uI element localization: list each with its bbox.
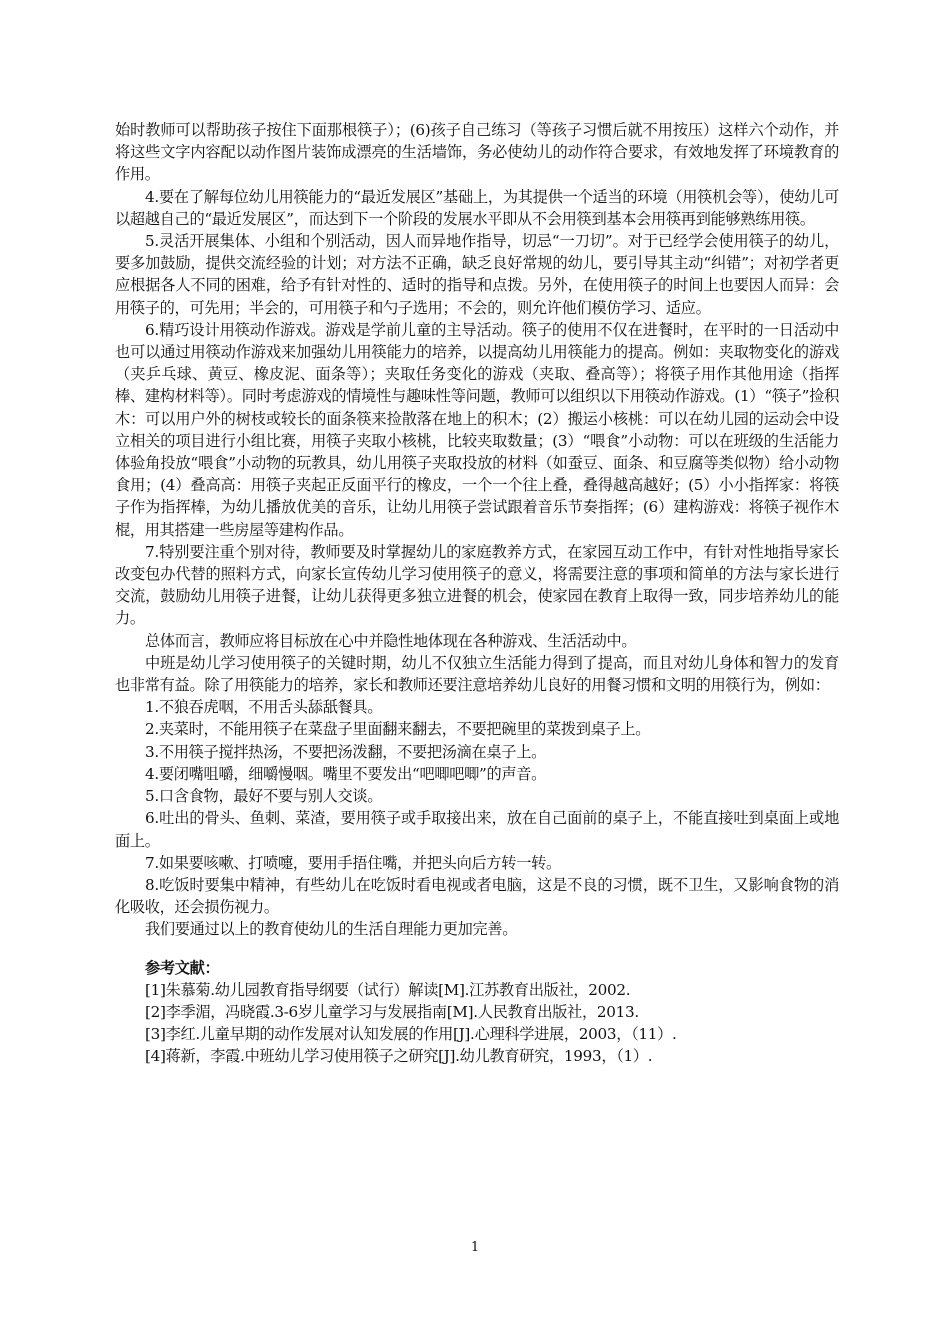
reference-item: [3]李红.儿童早期的动作发展对认知发展的作用[J].心理科学进展，2003，（11）. bbox=[145, 1025, 677, 1044]
reference-item: [2]李季湄，冯晓霞.3-6岁儿童学习与发展指南[M].人民教育出版社，2013. bbox=[145, 1002, 639, 1021]
reference-item: [4]蒋新，李霞.中班幼儿学习使用筷子之研究[J].幼儿教育研究，1993，（1）. bbox=[145, 1047, 653, 1066]
document-body bbox=[115, 119, 839, 1068]
paragraph: 我们要通过以上的教育使幼儿的生活自理能力更加完善。 bbox=[145, 920, 518, 939]
reference-item: [1]朱慕菊.幼儿园教育指导纲要（试行）解读[M].江苏教育出版社，2002. bbox=[145, 980, 631, 999]
list-item: 6.吐出的骨头、鱼刺、菜渣，要用筷子或手取接出来，放在自己面前的桌子上，不能直接吐到桌面上或地面上。 bbox=[115, 809, 839, 850]
list-item: 3.不用筷子搅拌热汤，不要把汤泼翻，不要把汤滴在桌子上。 bbox=[145, 742, 546, 761]
paragraph: 始时教师可以帮助孩子按住下面那根筷子）；(6)孩子自己练习（等孩子习惯后就不用按压）这样六个动作，并将这些文字内容配以动作图片装饰成漂亮的生活墙饰，务必使幼儿的动作符合要求，有效地发挥了环境教育的作用。 bbox=[115, 121, 839, 184]
list-item: 5.口含食物，最好不要与别人交谈。 bbox=[145, 787, 383, 806]
paragraph: 6.精巧设计用筷动作游戏。游戏是学前儿童的主导活动。筷子的使用不仅在进餐时，在平时的一日活动中也可以通过用筷动作游戏来加强幼儿用筷能力的培养，以提高幼儿用筷能力的提高。例如：夹取物变化的游戏（夹乒乓球、黄豆、橡皮泥、面条等）；夹取任务变化的游戏（夹取、叠高等）；将筷子用作其他用途（指挥棒、建构材料等）。同时考虑游戏的情境性与趣味性等问题，教师可以组织以下用筷动作游戏。(1）“筷子”捡积木：可以用户外的树枝或较长的面条筷来捡散落在地上的积木；(2）搬运小核桃：可以在幼儿园的运动会中设立相关的项目进行小组比赛，用筷子夹取小核桃，比较夹取数量；(3）“喂食”小动物：可以在班级的生活能力体验角投放“喂食”小动物的玩教具，幼儿用筷子夹取投放的材料（如蚕豆、面条、和豆腐等类似物）给小动物食用；(4）叠高高：用筷子夹起正反面平行的橡皮，一个一个往上叠，叠得越高越好；(5）小小指挥家：将筷子作为指挥棒，为幼儿播放优美的音乐，让幼儿用筷子尝试跟着音乐节奏指挥；(6）建构游戏：将筷子视作木棍，用其搭建一些房屋等建构作品。 bbox=[115, 320, 839, 539]
list-item: 8.吃饭时要集中精神，有些幼儿在吃饭时看电视或者电脑，这是不良的习惯，既不卫生，又影响食物的消化吸收，还会损伤视力。 bbox=[115, 875, 839, 917]
list-item: 7.如果要咳嗽、打喷嚏，要用手捂住嘴，并把头向后方转一转。 bbox=[145, 853, 561, 872]
paragraph: 4.要在了解每位幼儿用筷能力的“最近发展区”基础上，为其提供一个适当的环境（用筷机会等），使幼儿可以超越自己的“最近发展区”，而达到下一个阶段的发展水平即从不会用筷到基本会用筷再到能够熟练用筷。 bbox=[115, 187, 839, 228]
list-item: 4.要闭嘴咀嚼，细嚼慢咽。嘴里不要发出“吧唧吧唧”的声音。 bbox=[145, 764, 547, 783]
paragraph: 5.灵活开展集体、小组和个别活动，因人而异地作指导，切忌“一刀切”。对于已经学会使用筷子的幼儿，要多加鼓励，提供交流经验的计划；对方法不正确，缺乏良好常规的幼儿，要引导其主动“纠错”；对初学者更应根据各人不同的困难，给予有针对性的、适时的指导和点拨。另外，在使用筷子的时间上也要因人而异：会用筷子的，可先用；半会的，可用筷子和勺子选用；不会的，则允许他们模仿学习、适应。 bbox=[115, 232, 839, 317]
paragraph: 总体而言，教师应将目标放在心中并隐性地体现在各种游戏、生活活动中。 bbox=[145, 631, 637, 650]
paragraph: 7.特别要注重个别对待，教师要及时掌握幼儿的家庭教养方式，在家园互动工作中，有针对性地指导家长改变包办代替的照料方式，向家长宣传幼儿学习使用筷子的意义，将需要注意的事项和简单的方法与家长进行交流，鼓励幼儿用筷子进餐，让幼儿获得更多独立进餐的机会，使家园在教育上取得一致，同步培养幼儿的能力。 bbox=[115, 542, 839, 628]
paragraph: 中班是幼儿学习使用筷子的关键时期，幼儿不仅独立生活能力得到了提高，而且对幼儿身体和智力的发育也非常有益。除了用筷能力的培养，家长和教师还要注意培养幼儿良好的用餐习惯和文明的用筷行为，例如： bbox=[115, 653, 839, 695]
page-number: 1 bbox=[470, 1240, 480, 1255]
references-heading: 参考文献： bbox=[145, 958, 220, 977]
list-item: 2.夹菜时，不能用筷子在菜盘子里面翻来翻去，不要把碗里的菜拨到桌子上。 bbox=[145, 720, 651, 739]
list-item: 1.不狼吞虎咽，不用舌头舔舐餐具。 bbox=[145, 698, 383, 717]
